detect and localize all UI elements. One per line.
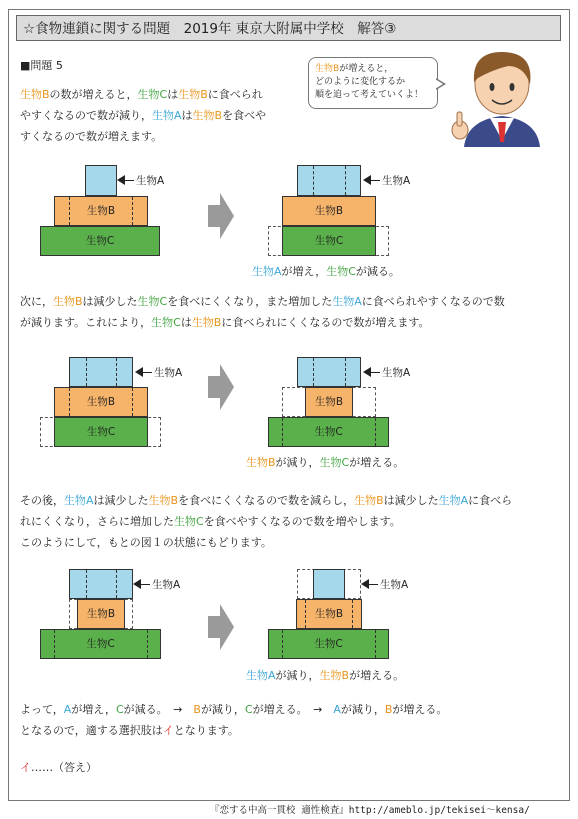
block-a	[85, 165, 117, 196]
bubble-line1: が増えると，	[339, 64, 394, 74]
caption3: 生物Aが減り，生物Bが増える。	[246, 669, 405, 682]
right-arrow-icon	[208, 193, 234, 239]
label-a: 生物A	[382, 367, 411, 379]
problem-label: ■問題 5	[20, 59, 63, 72]
bubble-accent: 生物B	[315, 64, 340, 74]
speech-bubble	[308, 57, 438, 109]
caption2: 生物Bが減り，生物Cが増える。	[246, 456, 405, 469]
page-title: ☆食物連鎖に関する問題 2019年 東京大附属中学校 解答③	[16, 15, 561, 41]
caption1: 生物Aが増え，生物Cが減る。	[252, 265, 400, 278]
label-a: 生物A	[382, 175, 411, 187]
block-c: 生物C	[40, 629, 161, 659]
block-a	[313, 569, 345, 599]
para3-line3: このようにして，もとの図１の状態にもどります。	[20, 536, 272, 549]
right-arrow-icon	[208, 364, 234, 410]
para3-line1: その後，生物Aは減少した生物Bを食べにくくなるので数を減らし，生物Bは減少した生物Aに食べら	[20, 494, 513, 507]
summary-line1: よって，Aが増え，Cが減る。 → Bが減り，Cが増える。 → Aが減り，Bが増える。	[20, 703, 448, 716]
block-b: 生物B	[296, 599, 362, 629]
block-a	[297, 165, 361, 196]
block-c: 生物C	[268, 629, 389, 659]
block-b: 生物B	[77, 599, 125, 629]
bubble-line2: どのように変化するか	[315, 77, 406, 87]
block-a	[69, 357, 133, 387]
block-b: 生物B	[282, 196, 376, 226]
block-a	[297, 357, 361, 387]
summary-line2: となるので，適する選択肢はイとなります。	[20, 724, 239, 737]
footer-credit: 『恋する中高一貫校 適性検査』http://ameblo.jp/tekisei～kensa/	[210, 805, 530, 816]
block-c: 生物C	[268, 417, 389, 447]
para3-line2: れにくくなり，さらに増加した生物Cを食べやすくなるので数を増やします。	[20, 515, 401, 528]
label-a: 生物A	[136, 175, 165, 187]
label-a: 生物A	[380, 579, 409, 591]
para1-line2: やすくなるので数が減り，生物Aは生物Bを食べや	[20, 109, 267, 122]
label-a: 生物A	[152, 579, 181, 591]
para2-line1: 次に，生物Bは減少した生物Cを食べにくくなり，また増加した生物Aに食べられやすくなるので数	[20, 295, 505, 308]
block-c: 生物C	[282, 226, 376, 256]
teacher-character-icon	[442, 42, 562, 147]
block-a	[69, 569, 133, 599]
block-b: 生物B	[305, 387, 353, 417]
para2-line2: が減ります。これにより，生物Cは生物Bに食べられにくくなるので数が増えます。	[20, 316, 430, 329]
label-a: 生物A	[154, 367, 183, 379]
right-arrow-icon	[208, 604, 234, 650]
block-b: 生物B	[54, 387, 148, 417]
block-b: 生物B	[54, 196, 148, 226]
para1-line1: 生物Bの数が増えると，生物Cは生物Bに食べられ	[20, 88, 263, 101]
answer: イ……（答え）	[20, 761, 97, 774]
block-c: 生物C	[40, 226, 160, 256]
para1-line3: すくなるので数が増えます。	[20, 130, 163, 143]
bubble-line3: 順を追って考えていくよ！	[315, 90, 424, 100]
block-c: 生物C	[54, 417, 148, 447]
